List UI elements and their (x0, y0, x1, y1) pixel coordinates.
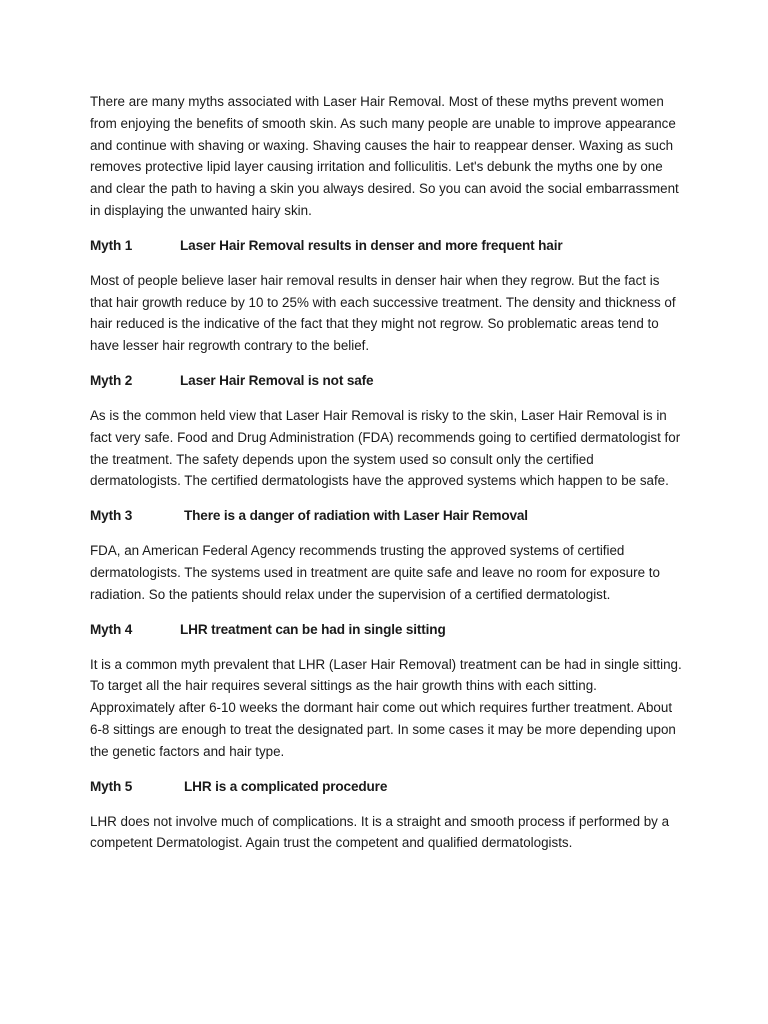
myth-2-number: Myth 2 (90, 372, 133, 388)
myth-2-heading (90, 371, 682, 391)
intro-paragraph: There are many myths associated with Laser Hair Removal. Most of these myths prevent women from enjoying the benefits of smooth skin. As such many people are unable to improve appearance and continue with shaving or waxing. Shaving causes the hair to reappear denser. Waxing as such removes protective lipid layer causing irritation and folliculitis. Let's debunk the myths one by one and clear the path to having a skin you always desired. So you can avoid the social embarrassment in displaying the unwanted hairy skin. (90, 94, 679, 218)
myth-1-title: Laser Hair Removal results in denser and more frequent hair (180, 237, 563, 253)
myth-3-title: There is a danger of radiation with Laser Hair Removal (184, 508, 528, 524)
myth-5-heading (90, 777, 682, 797)
myth-1-number: Myth 1 (90, 237, 133, 253)
myth-1-body: Most of people believe laser hair removal results in denser hair when they regrow. But the fact is that hair growth reduce by 10 to 25% with each successive treatment. The density and thickness of hair reduced is the indicative of the fact that they might not regrow. So problematic areas tend to have lesser hair regrowth contrary to the belief. (90, 272, 676, 354)
myth-5-title: LHR is a complicated procedure (184, 778, 388, 794)
myth-4-number: Myth 4 (90, 621, 133, 637)
myth-5-body: LHR does not involve much of complications. It is a straight and smooth process if performed by a competent Dermatologist. Again trust the competent and qualified dermatologists. (90, 813, 670, 851)
myth-2-body: As is the common held view that Laser Hair Removal is risky to the skin, Laser Hair Removal is in fact very safe. Food and Drug Administration (FDA) recommends going to certified dermatologist for the treatment. The safety depends upon the system used so consult only the certified dermatologists. The certified dermatologists have the approved systems which happen to be safe. (90, 407, 681, 489)
myth-4-title: LHR treatment can be had in single sitting (180, 621, 446, 637)
document-page (90, 91, 682, 854)
myth-3-body: FDA, an American Federal Agency recommends trusting the approved systems of certified dermatologists. The systems used in treatment are quite safe and leave no room for exposure to radiation. So the patients should relax under the supervision of a certified dermatologist. (90, 543, 660, 602)
myth-1-heading (90, 236, 682, 256)
myth-3-heading (90, 506, 682, 526)
myth-4-heading (90, 620, 682, 640)
myth-5-number: Myth 5 (90, 778, 133, 794)
myth-4-body: It is a common myth prevalent that LHR (Laser Hair Removal) treatment can be had in single sitting. To target all the hair requires several sittings as the hair growth thins with each sitting. Approximately after 6-10 weeks the dormant hair come out which requires further treatment. About 6-8 sittings are enough to treat the designated part. In some cases it may be more depending upon the genetic factors and hair type. (90, 656, 682, 759)
myth-2-title: Laser Hair Removal is not safe (180, 372, 374, 388)
myth-3-number: Myth 3 (90, 508, 133, 524)
